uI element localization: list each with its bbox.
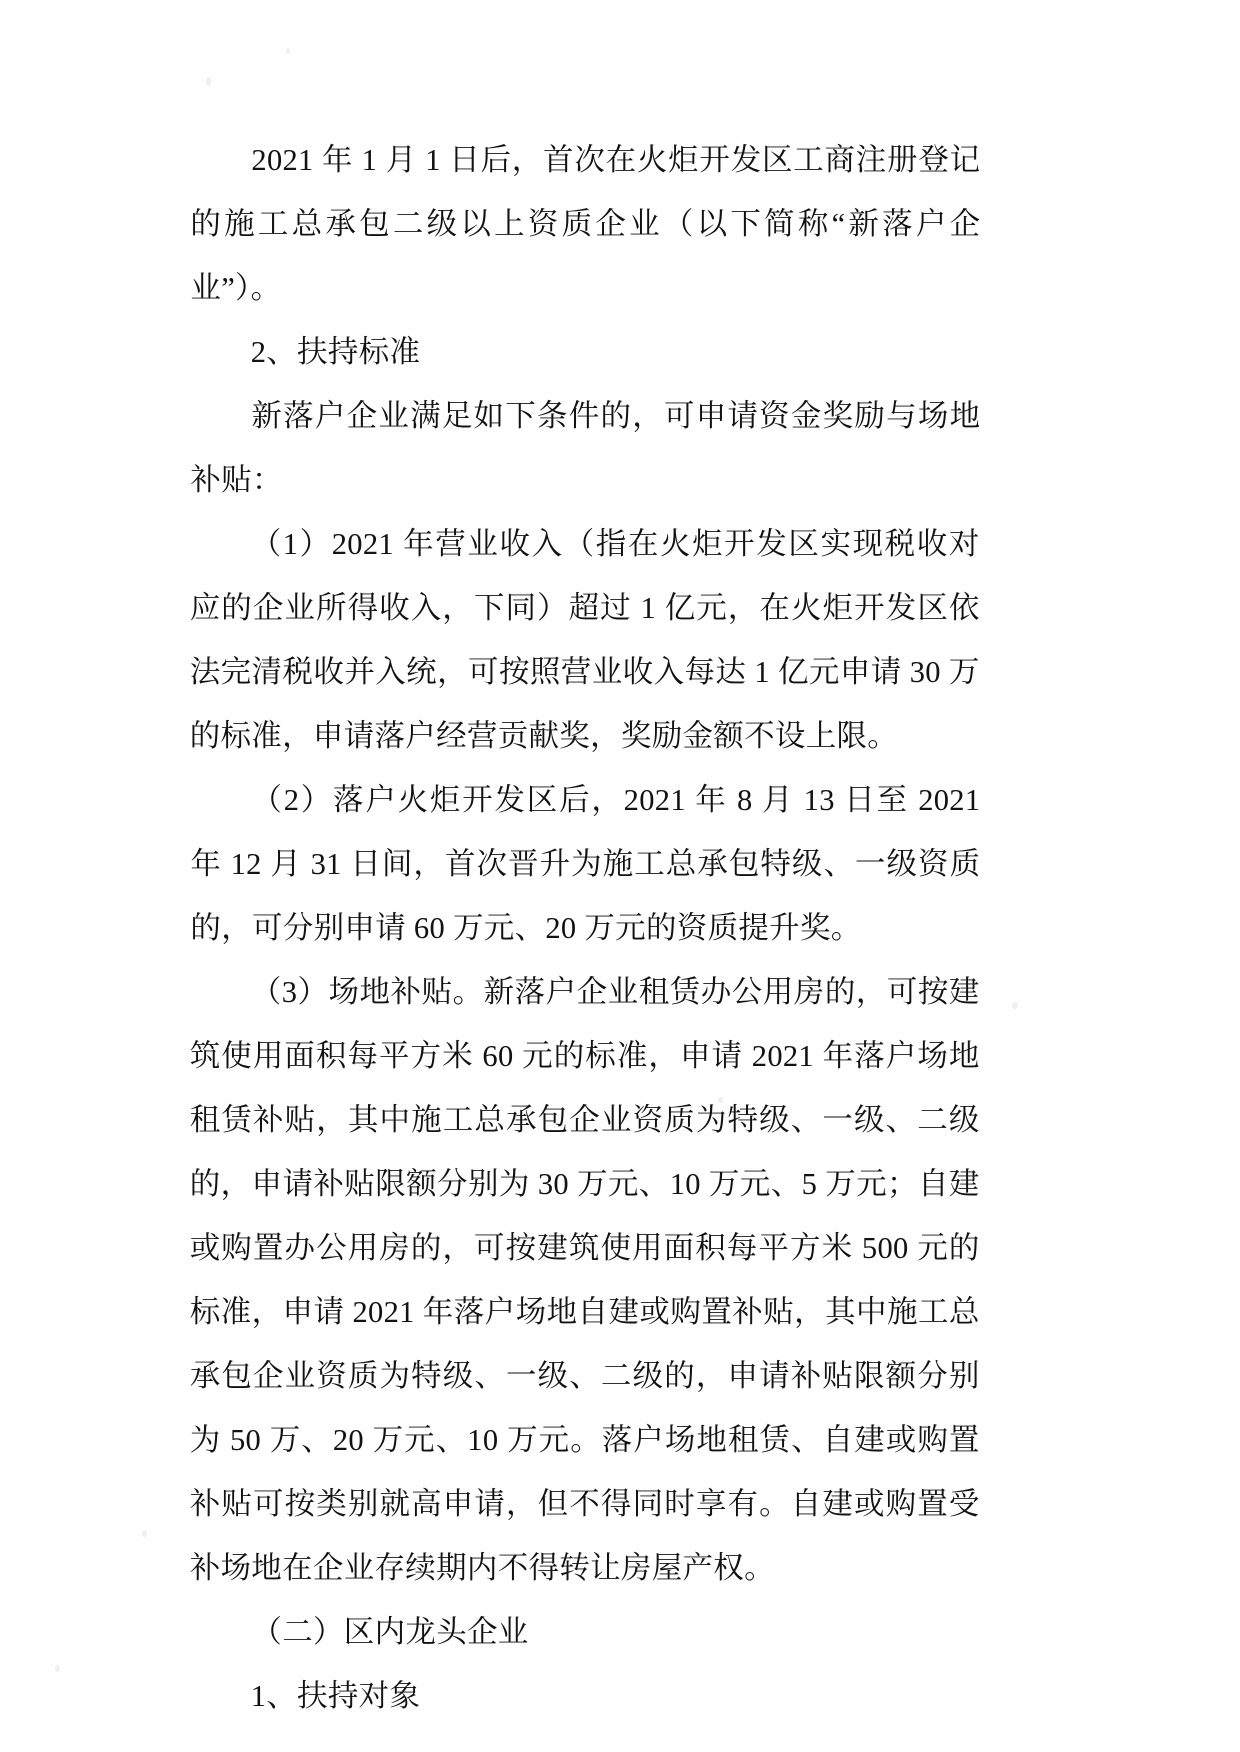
paragraph-item-1-revenue-award: （1）2021 年营业收入（指在火炬开发区实现税收对应的企业所得收入，下同）超过 1 亿元，在火炬开发区依法完清税收并入统，可按照营业收入每达 1 亿元申请 30 万的标准，申请落户经营贡献奖，奖励金额不设上限。	[189, 527, 980, 753]
paragraph-conditions-intro: 新落户企业满足如下条件的，可申请资金奖励与场地补贴：	[190, 399, 981, 497]
scan-speckle	[55, 1665, 60, 1672]
heading-support-standard: 2、扶持标准	[250, 335, 421, 369]
document-body	[190, 128, 980, 1728]
heading-support-target: 1、扶持对象	[250, 1679, 421, 1713]
paragraph-item-3-venue-subsidy: （3）场地补贴。新落户企业租赁办公用房的，可按建筑使用面积每平方米 60 元的标准，申请 2021 年落户场地租赁补贴，其中施工总承包企业资质为特级、一级、二级的，申请补贴限额分别为 30 万元、10 万元、5 万元；自建或购置办公用房的，可按建筑使用面积每平方米 500 元的标准，申请 2021 年落户场地自建或购置补贴，其中施工总承包企业资质为特级、一级、二级的，申请补贴限额分别为 50 万、20 万元、10 万元。落户场地租赁、自建或购置补贴可按类别就高申请，但不得同时享有。自建或购置受补场地在企业存续期内不得转让房屋产权。	[189, 975, 980, 1585]
paragraph-new-settled-definition: 2021 年 1 月 1 日后，首次在火炬开发区工商注册登记的施工总承包二级以上资质企业（以下简称“新落户企业”）。	[190, 143, 981, 305]
scan-speckle	[286, 48, 290, 54]
paragraph-item-2-qualification-upgrade-award: （2）落户火炬开发区后，2021 年 8 月 13 日至 2021 年 12 月 31 日间，首次晋升为施工总承包特级、一级资质的，可分别申请 60 万元、20 万元的资质提升奖。	[190, 783, 981, 945]
scan-speckle	[142, 1530, 147, 1537]
scan-speckle	[1012, 1002, 1018, 1009]
heading-section-two-leading-enterprises: （二）区内龙头企业	[251, 1615, 529, 1649]
scan-speckle	[206, 77, 211, 86]
